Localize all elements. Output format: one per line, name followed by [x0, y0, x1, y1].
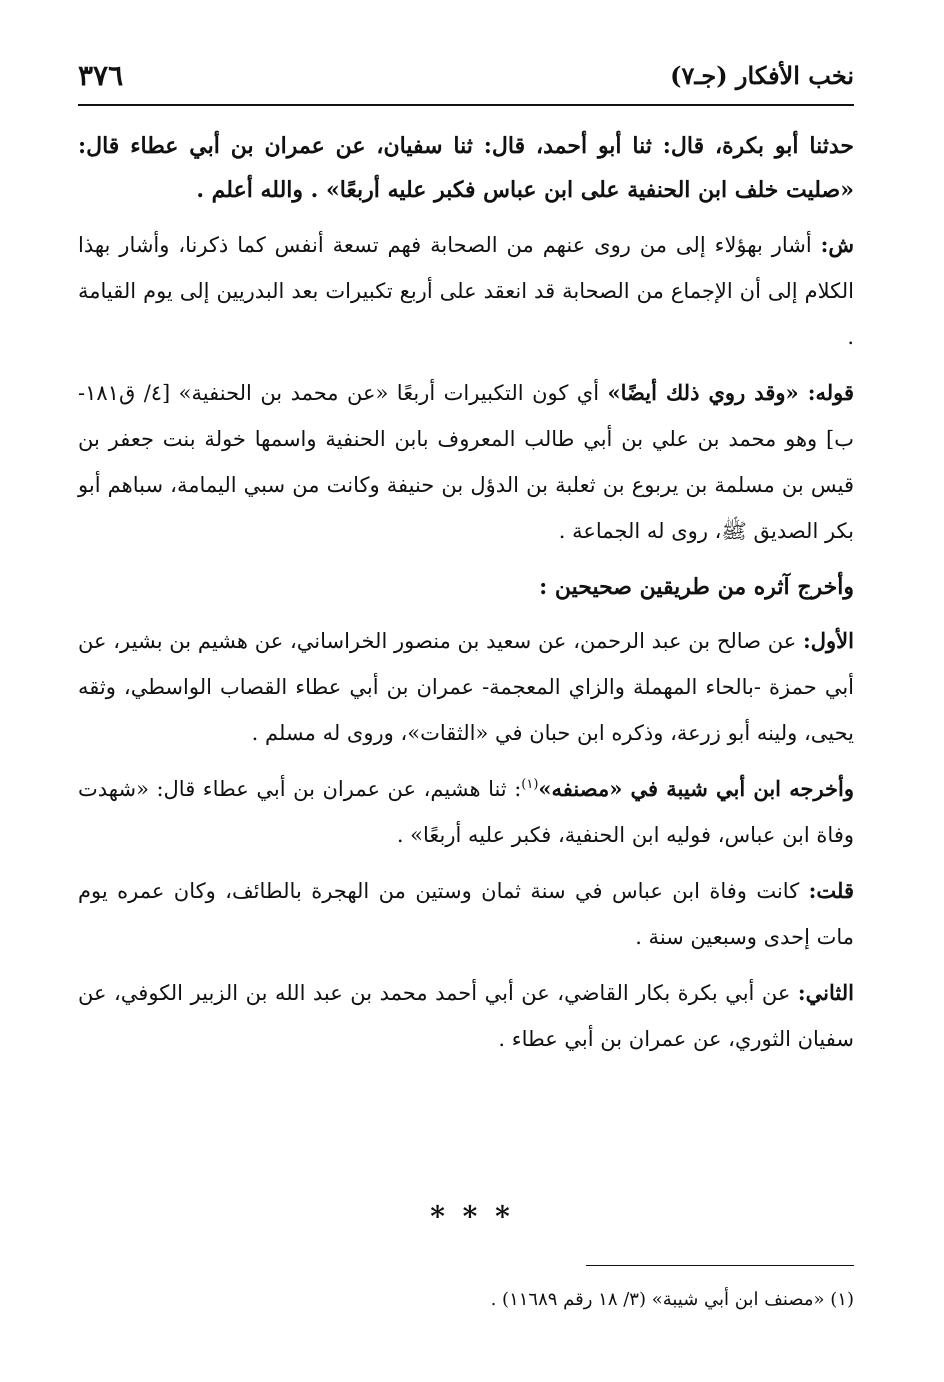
section-heading: وأخرج آثره من طريقين صحيحين : [539, 574, 854, 600]
header-rule [78, 104, 854, 106]
footnote-reference[interactable]: (١) [521, 777, 539, 792]
paragraph-quote [78, 370, 854, 554]
page-number: ٣٧٦ [78, 58, 124, 92]
paragraph-ibn-abi-shaybah [78, 766, 854, 858]
paragraph-lead: قلت: [808, 878, 854, 903]
paragraph-lead: وأخرجه ابن أبي شيبة في «مصنفه» [538, 776, 854, 801]
footnote: (١) «مصنف ابن أبي شيبة» (٣/ ١٨ رقم ١١٦٨٩) . [490, 1289, 854, 1310]
paragraph-body: : ثنا هشيم، عن عمران بن أبي عطاء قال: «شهدت وفاة ابن عباس، فوليه ابن الحنفية، فكبر عليه أربعًا» . [78, 777, 854, 847]
paragraph-lead: قوله: «وقد روي ذلك أيضًا» [607, 380, 854, 405]
paragraph-hadith: حدثنا أبو بكرة، قال: ثنا أبو أحمد، قال: ثنا سفيان، عن عمران بن أبي عطاء قال: «صليت خلف ابن الحنفية على ابن عباس فكبر عليه أربعًا» . والله أعلم . [78, 133, 854, 203]
page-header [78, 55, 854, 95]
paragraph-first-route [78, 618, 854, 756]
running-title: نخب الأفكار (جـ٧) [670, 60, 854, 90]
section-separator: * * * [430, 1200, 514, 1233]
paragraph-second-route [78, 970, 854, 1062]
paragraph-lead: الثاني: [797, 980, 854, 1005]
footnote-rule [586, 1265, 854, 1266]
paragraph-lead: ش: [820, 232, 854, 257]
paragraph-body: كانت وفاة ابن عباس في سنة ثمان وستين من الهجرة بالطائف، وكان عمره يوم مات إحدى وسبعين سنة . [78, 879, 854, 949]
paragraph-body: عن أبي بكرة بكار القاضي، عن أبي أحمد محمد بن عبد الله بن الزبير الكوفي، عن سفيان الثوري، عن عمران بن أبي عطاء . [78, 981, 854, 1051]
paragraph-commentary [78, 222, 854, 360]
paragraph-body: أشار بهؤلاء إلى من روى عنهم من الصحابة فهم تسعة أنفس كما ذكرنا، وأشار بهذا الكلام إلى أن الإجماع من الصحابة قد انعقد على أربع تكبيرات بعد البدريين إلى يوم القيامة . [78, 233, 854, 349]
paragraph-body: أي كون التكبيرات أربعًا «عن محمد بن الحنفية» [٤/ ق١٨١-ب] وهو محمد بن علي بن أبي طالب المعروف بابن الحنفية واسمها خولة بنت جعفر بن قيس بن مسلمة بن يربوع بن ثعلبة بن الدؤل بن حنيفة وكانت من سبي اليمامة، سباهم أبو بكر الصديق ﷺ، روى له الجماعة . [78, 381, 854, 543]
main-text [78, 124, 854, 1072]
paragraph-body: عن صالح بن عبد الرحمن، عن سعيد بن منصور الخراساني، عن هشيم بن بشير، عن أبي حمزة -بالحاء المهملة والزاي المعجمة- عمران بن أبي عطاء القصاب الواسطي، وثقه يحيى، ولينه أبو زرعة، وذكره ابن حبان في «الثقات»، وروى له مسلم . [78, 629, 854, 745]
paragraph-lead: الأول: [803, 628, 854, 653]
paragraph-note [78, 868, 854, 960]
